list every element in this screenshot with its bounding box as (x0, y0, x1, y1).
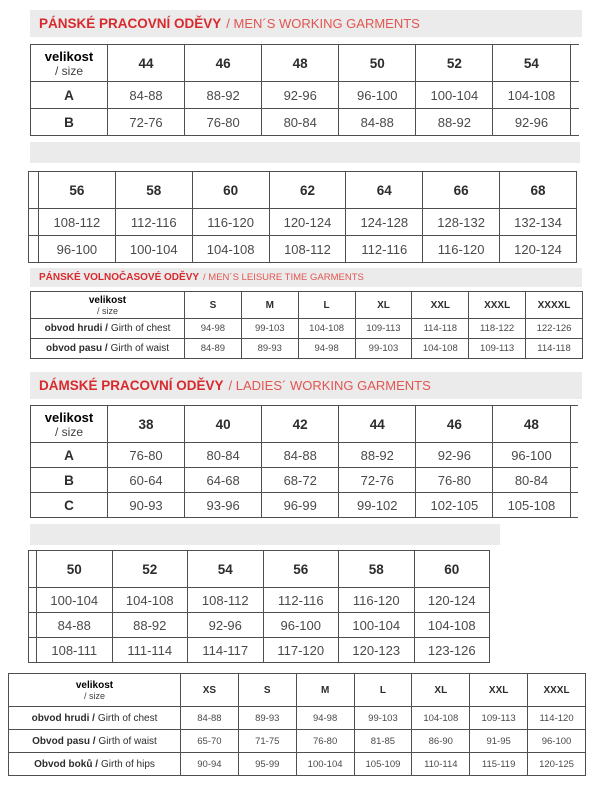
cut-column-stub (570, 45, 579, 82)
size-range-cell: 88-92 (416, 109, 493, 136)
size-range-cell: 88-92 (339, 443, 416, 468)
mens-working-table-part2-grid (28, 171, 577, 263)
size-column-header: 50 (37, 551, 113, 588)
size-column-header: 48 (493, 406, 570, 443)
mens-working-title-czech: PÁNSKÉ PRACOVNÍ ODĚVY (39, 16, 222, 31)
size-column-header: XXXL (528, 674, 586, 707)
size-range-cell: 128-132 (423, 209, 500, 236)
size-range-cell: 89-93 (238, 707, 296, 730)
size-column-header: 54 (493, 45, 570, 82)
size-range-cell: 84-88 (181, 707, 239, 730)
mens-leisure-title-bar (30, 268, 582, 287)
size-range-cell: 88-92 (185, 82, 262, 109)
size-range-cell: 99-103 (355, 339, 412, 359)
size-range-cell: 109-113 (470, 707, 528, 730)
cut-column-stub (570, 443, 578, 468)
size-range-cell: 122-126 (526, 319, 583, 339)
size-corner-label: velikost / size (31, 292, 185, 319)
size-column-header: 56 (39, 172, 116, 209)
ladies-working-title-bar (30, 372, 582, 399)
size-range-cell: 115-119 (470, 753, 528, 776)
mens-leisure-table-grid (30, 291, 583, 359)
size-range-cell: 90-94 (181, 753, 239, 776)
size-range-cell: 120-125 (528, 753, 586, 776)
size-range-cell: 105-109 (354, 753, 412, 776)
size-range-cell: 104-108 (493, 82, 570, 109)
row-label: A (31, 443, 108, 468)
ladies-working-table-part1-grid (30, 405, 578, 518)
size-range-cell: 96-100 (528, 730, 586, 753)
size-range-cell: 108-111 (37, 638, 113, 663)
size-range-cell: 114-120 (528, 707, 586, 730)
size-column-header: XL (355, 292, 412, 319)
row-label: obvod hrudi / Girth of chest (31, 319, 185, 339)
size-range-cell: 64-68 (185, 468, 262, 493)
size-range-cell: 81-85 (354, 730, 412, 753)
size-column-header: 44 (108, 45, 185, 82)
size-range-cell: 92-96 (188, 613, 264, 638)
size-range-cell: 102-105 (416, 493, 493, 518)
size-range-cell: 114-118 (526, 339, 583, 359)
size-range-cell: 108-112 (188, 588, 264, 613)
size-range-cell: 132-134 (500, 209, 577, 236)
size-range-cell: 96-100 (39, 236, 116, 263)
size-column-header: 60 (414, 551, 490, 588)
ladies-working-table-part2-grid (28, 550, 490, 663)
row-label: C (31, 493, 108, 518)
size-range-cell: 84-88 (108, 82, 185, 109)
size-column-header: 46 (416, 406, 493, 443)
size-range-cell: 100-104 (115, 236, 192, 263)
size-column-header: 62 (269, 172, 346, 209)
ladies-working-table-part2 (28, 550, 600, 663)
size-range-cell: 120-124 (414, 588, 490, 613)
row-label: obvod pasu / Girth of waist (31, 339, 185, 359)
size-range-cell: 116-120 (423, 236, 500, 263)
size-range-cell: 76-80 (185, 109, 262, 136)
ladies-leisure-table (8, 673, 600, 776)
cut-column-stub (29, 209, 39, 236)
size-range-cell: 104-108 (414, 613, 490, 638)
size-range-cell: 114-117 (188, 638, 264, 663)
size-column-header: 38 (108, 406, 185, 443)
size-range-cell: 114-118 (412, 319, 469, 339)
size-column-header: 42 (262, 406, 339, 443)
size-range-cell: 116-120 (192, 209, 269, 236)
size-range-cell: 120-124 (269, 209, 346, 236)
size-column-header: 56 (263, 551, 339, 588)
size-column-header: 52 (112, 551, 188, 588)
size-column-header: 50 (339, 45, 416, 82)
size-range-cell: 116-120 (339, 588, 415, 613)
size-range-cell: 100-104 (339, 613, 415, 638)
size-range-cell: 80-84 (185, 443, 262, 468)
size-column-header: 68 (500, 172, 577, 209)
cut-column-stub (570, 493, 578, 518)
mens-working-title-bar (30, 10, 582, 37)
size-column-header: 46 (185, 45, 262, 82)
size-range-cell: 72-76 (339, 468, 416, 493)
size-corner-label: velikost / size (31, 45, 108, 82)
size-range-cell: 112-116 (115, 209, 192, 236)
ladies-working-title-czech: DÁMSKÉ PRACOVNÍ ODĚVY (39, 378, 224, 393)
size-range-cell: 92-96 (416, 443, 493, 468)
mens-working-table-part1 (30, 44, 600, 136)
size-column-header: XXXXL (526, 292, 583, 319)
mens-working-title-english: / MEN´S WORKING GARMENTS (226, 16, 420, 31)
size-range-cell: 84-88 (339, 109, 416, 136)
size-column-header: 48 (262, 45, 339, 82)
size-column-header: 64 (346, 172, 423, 209)
size-column-header: M (296, 674, 354, 707)
size-range-cell: 100-104 (37, 588, 113, 613)
size-corner-label: velikost / size (31, 406, 108, 443)
size-range-cell: 95-99 (238, 753, 296, 776)
size-range-cell: 84-88 (262, 443, 339, 468)
size-range-cell: 117-120 (263, 638, 339, 663)
row-label: B (31, 468, 108, 493)
cut-column-stub (570, 82, 579, 109)
size-range-cell: 92-96 (262, 82, 339, 109)
size-range-cell: 96-100 (263, 613, 339, 638)
size-column-header: XXL (412, 292, 469, 319)
size-column-header: 66 (423, 172, 500, 209)
size-column-header: 52 (416, 45, 493, 82)
size-range-cell: 108-112 (269, 236, 346, 263)
cut-column-stub (29, 638, 37, 663)
size-range-cell: 109-113 (355, 319, 412, 339)
size-corner-label: velikost / size (9, 674, 181, 707)
size-range-cell: 65-70 (181, 730, 239, 753)
mens-leisure-title-english: / MEN´S LEISURE TIME GARMENTS (203, 272, 364, 283)
size-range-cell: 112-116 (346, 236, 423, 263)
mens-leisure-table (30, 291, 600, 359)
size-range-cell: 90-93 (108, 493, 185, 518)
size-range-cell: 71-75 (238, 730, 296, 753)
size-range-cell: 72-76 (108, 109, 185, 136)
size-range-cell: 118-122 (469, 319, 526, 339)
row-label: Obvod pasu / Girth of waist (9, 730, 181, 753)
size-range-cell: 91-95 (470, 730, 528, 753)
size-range-cell: 80-84 (493, 468, 570, 493)
mens-leisure-title-czech: PÁNSKÉ VOLNOČASOVÉ ODĚVY (39, 272, 200, 283)
size-range-cell: 84-89 (185, 339, 242, 359)
ladies-leisure-table-grid (8, 673, 586, 776)
size-column-header: XXL (470, 674, 528, 707)
size-range-cell: 60-64 (108, 468, 185, 493)
cut-column-stub (570, 109, 579, 136)
ladies-working-table-part1 (30, 405, 600, 518)
row-label: A (31, 82, 108, 109)
cut-column-stub (29, 613, 37, 638)
cut-column-stub (570, 468, 578, 493)
size-range-cell: 110-114 (412, 753, 470, 776)
size-range-cell: 99-102 (339, 493, 416, 518)
size-column-header: L (298, 292, 355, 319)
size-range-cell: 108-112 (39, 209, 116, 236)
size-range-cell: 124-128 (346, 209, 423, 236)
size-range-cell: 88-92 (112, 613, 188, 638)
cut-column-stub (29, 172, 39, 209)
size-range-cell: 93-96 (185, 493, 262, 518)
size-column-header: 58 (339, 551, 415, 588)
size-range-cell: 105-108 (493, 493, 570, 518)
size-range-cell: 84-88 (37, 613, 113, 638)
size-column-header: L (354, 674, 412, 707)
cut-column-stub (29, 588, 37, 613)
size-range-cell: 94-98 (298, 339, 355, 359)
size-range-cell: 109-113 (469, 339, 526, 359)
size-range-cell: 104-108 (412, 707, 470, 730)
size-range-cell: 94-98 (296, 707, 354, 730)
row-label: obvod hrudi / Girth of chest (9, 707, 181, 730)
size-range-cell: 96-99 (262, 493, 339, 518)
row-label: Obvod boků / Girth of hips (9, 753, 181, 776)
cut-column-stub (29, 551, 37, 588)
size-range-cell: 76-80 (108, 443, 185, 468)
size-column-header: S (185, 292, 242, 319)
size-range-cell: 120-124 (500, 236, 577, 263)
size-column-header: XS (181, 674, 239, 707)
size-range-cell: 120-123 (339, 638, 415, 663)
cut-column-stub (29, 236, 39, 263)
size-range-cell: 104-108 (192, 236, 269, 263)
size-range-cell: 100-104 (416, 82, 493, 109)
size-range-cell: 89-93 (241, 339, 298, 359)
size-column-header: 58 (115, 172, 192, 209)
size-range-cell: 99-103 (241, 319, 298, 339)
size-range-cell: 92-96 (493, 109, 570, 136)
size-range-cell: 112-116 (263, 588, 339, 613)
row-label: B (31, 109, 108, 136)
size-range-cell: 96-100 (493, 443, 570, 468)
size-range-cell: 104-108 (112, 588, 188, 613)
size-range-cell: 104-108 (412, 339, 469, 359)
size-range-cell: 96-100 (339, 82, 416, 109)
cut-column-stub (570, 406, 578, 443)
size-column-header: 54 (188, 551, 264, 588)
size-range-cell: 86-90 (412, 730, 470, 753)
mens-working-table-part2 (28, 171, 600, 263)
size-range-cell: 76-80 (296, 730, 354, 753)
ladies-working-divider-bar (30, 524, 500, 545)
size-range-cell: 76-80 (416, 468, 493, 493)
size-column-header: 40 (185, 406, 262, 443)
mens-working-table-part1-grid (30, 44, 579, 136)
size-column-header: M (241, 292, 298, 319)
size-range-cell: 99-103 (354, 707, 412, 730)
size-range-cell: 80-84 (262, 109, 339, 136)
size-column-header: 44 (339, 406, 416, 443)
ladies-working-title-english: / LADIES´ WORKING GARMENTS (228, 378, 431, 393)
size-range-cell: 123-126 (414, 638, 490, 663)
size-range-cell: 100-104 (296, 753, 354, 776)
size-range-cell: 104-108 (298, 319, 355, 339)
mens-working-divider-bar (30, 142, 580, 163)
size-column-header: 60 (192, 172, 269, 209)
size-range-cell: 111-114 (112, 638, 188, 663)
size-column-header: XXXL (469, 292, 526, 319)
size-range-cell: 94-98 (185, 319, 242, 339)
size-column-header: XL (412, 674, 470, 707)
size-column-header: S (238, 674, 296, 707)
size-range-cell: 68-72 (262, 468, 339, 493)
